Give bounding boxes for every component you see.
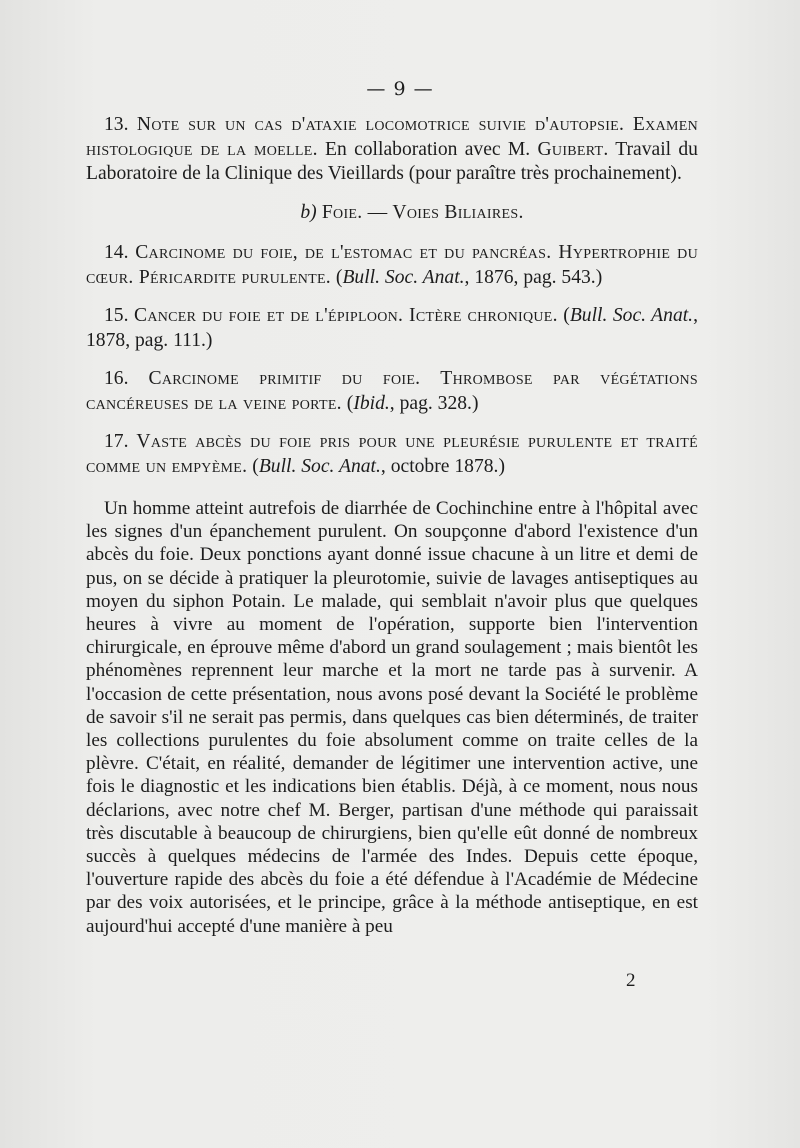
entry-author: Guibert <box>537 138 604 160</box>
entry-citation: Bull. Soc. Anat. <box>342 266 465 288</box>
entry-13 <box>86 113 698 187</box>
entry-text-tail: . Travail du Laboratoire de la Clinique des Vieillards (pour paraître très prochainement). <box>86 138 698 184</box>
section-heading <box>86 201 698 226</box>
entry-citation: Bull. Soc. Anat. <box>569 305 694 326</box>
body-paragraph: Un homme atteint autrefois de diarrhée de Cochinchine entre à l'hôpital avec les signes d'un épanchement purulent. On soupçonne d'abord l'existence d'un abcès du foie. Deux ponctions ayant donné issue chacune à un litre et demi de pus, on se décide à pratiquer la pleurotomie, suivie de lavages antiseptiques au moyen du siphon Potain. Le malade, qui semblait n'avoir plus que quelques heures à vivre au moment de l'opération, supporte bien l'intervention chirurgicale, en éprouve même d'abord un grand soulagement ; mais bientôt les phénomènes reprennent leur marche et la mort ne tarde pas à survenir. A l'occasion de cette présentation, nous avons posé devant la Société le problème de savoir s'il ne serait pas permis, dans quelques cas bien déterminés, de traiter les collections purulentes du foie absolument comme on traite celles de la plèvre. C'était, en réalité, demander de légitimer une intervention active, une fois le diagnostic et les indications bien établis. Déjà, à ce moment, nous nous déclarions, avec notre chef M. Berger, partisan d'une méthode qui paraissait très discutable à beaucoup de chirurgiens, bien qu'elle eût donné de nombreux succès à quelques médecins de l'armée des Indes. Depuis cette époque, l'ouverture rapide des abcès du foie a été défendue à l'Académie de Médecine par des voix autorisées, et le principe, grâce à la méthode antiseptique, en est aujourd'hui accepté d'une manière à peu <box>86 498 698 937</box>
entry-number: 17. <box>104 431 129 452</box>
entry-citation-rest: , octobre 1878.) <box>380 455 505 477</box>
entry-number: 14. <box>104 242 129 263</box>
page-header: — 9 — <box>366 78 434 100</box>
entry-17 <box>86 430 698 479</box>
entry-number: 16. <box>104 368 129 389</box>
section-letter: b) <box>300 201 317 223</box>
entry-15 <box>86 304 698 353</box>
entry-citation-rest: , pag. 328.) <box>389 392 479 414</box>
entry-14 <box>86 241 698 290</box>
page-content <box>86 113 698 957</box>
entry-16 <box>86 367 698 416</box>
section-title: Foie. — <box>316 201 393 223</box>
entry-title: Vaste abcès du foie pris pour une pleurésie purulente et traité comme un empyème. <box>86 431 698 477</box>
entry-title: Carcinome primitif du foie. Thrombose par végétations cancéreuses de la veine porte. <box>86 368 698 414</box>
entry-title: Cancer du foie et de l'épiploon. Ictère chronique. <box>133 305 558 326</box>
entry-text: En collaboration avec M. <box>317 138 538 160</box>
entry-title: Note sur un cas d'ataxie locomotrice suivie d'autopsie. Examen histologique de la moelle. <box>86 114 699 160</box>
entry-number: 15. <box>104 305 129 326</box>
entry-paren: ( <box>341 392 354 414</box>
entry-title: Carcinome du foie, de l'estomac et du pancréas. Hypertrophie du cœur. Péricardite purulente. <box>86 242 698 288</box>
entry-number: 13. <box>104 114 129 135</box>
section-subtitle: Voies Biliaires. <box>392 201 524 223</box>
entry-citation: Ibid. <box>353 392 390 414</box>
entry-citation: Bull. Soc. Anat. <box>258 455 381 477</box>
entry-paren: ( <box>331 266 343 288</box>
signature-mark: 2 <box>626 970 636 991</box>
entry-citation-rest: , 1876, pag. 543.) <box>464 266 603 288</box>
entry-paren: ( <box>557 305 570 326</box>
entry-citation-rest: , 1878, pag. 111.) <box>86 305 698 351</box>
entry-paren: ( <box>247 455 259 477</box>
